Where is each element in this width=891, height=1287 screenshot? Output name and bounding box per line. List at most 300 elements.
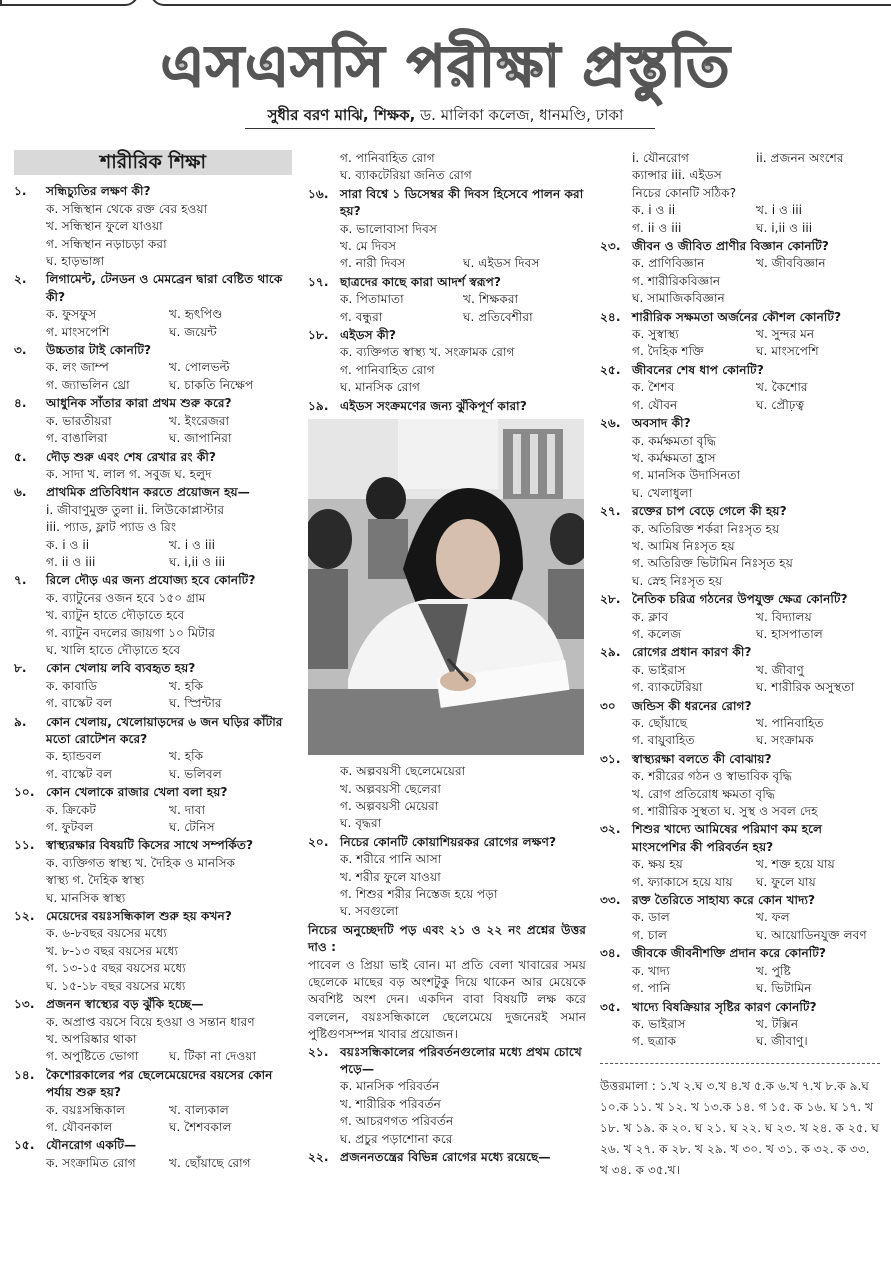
question-number: ১৮. [308, 328, 329, 343]
question-list-col2-bottom [308, 763, 586, 921]
option-text: ক. সন্ধিস্থান থেকে রক্ত বের হওয়া [46, 201, 208, 216]
question-number: ১. [14, 184, 27, 199]
option-row [308, 309, 586, 326]
question-number: ২৫. [600, 362, 621, 377]
option-text: খ. অল্পবয়সী ছেলেরা [340, 781, 441, 796]
question-text [14, 908, 292, 925]
option-text: ঘ. টিকা না দেওয়া [169, 1049, 257, 1064]
option-row [14, 625, 292, 642]
question-prompt: রিলে দৌড় এর জন্য প্রযোজ্য হবে কোনটি? [46, 573, 256, 588]
option-row [600, 609, 880, 626]
question-item [600, 503, 880, 590]
option-text: গ. যৌবনকাল [46, 1119, 113, 1134]
question-number: ২৮. [600, 592, 621, 607]
option-row [308, 903, 586, 920]
option-row [308, 886, 586, 903]
question-number: ১৩. [14, 997, 35, 1012]
option-text: ঘ. আয়োডিনযুক্ত লবণ [756, 927, 867, 942]
question-text [600, 415, 880, 432]
option-text: গ. ব্যাটুন বদলের জায়গা ১০ মিটার [46, 625, 215, 640]
option-text: স্বাস্থ্য গ. দৈহিক স্বাস্থ্য [46, 873, 145, 888]
option-text: ঘ. মাংসপেশি [756, 344, 819, 359]
question-number: ২৪. [600, 309, 621, 324]
question-item [308, 150, 586, 185]
option-text: খ. ফল [756, 910, 790, 925]
option-text: ঘ. হাসপাতাল [756, 626, 823, 641]
option-text: গ. ii ও iii [632, 220, 682, 235]
option-row [308, 1113, 586, 1130]
option-text: ঘ. ১৫-১৮ বছর বয়সের মধ্যে [46, 978, 186, 993]
option-row [600, 786, 880, 803]
option-row [600, 874, 880, 891]
option-text: গ. সন্ধিস্থান নড়াচড়া করা [46, 236, 167, 251]
answer-key: উত্তরমালা : ১.খ ২.ঘ ৩.খ ৪.খ ৫.ক ৬.খ ৭.খ ৮.ক ৯.ঘ ১০.ক ১১. খ ১২. খ ১৩.ক ১৪. গ ১৫. ক ১৬. ঘ ১৭. খ ১৮. খ ১৯. ক ২০. ঘ ২১. ঘ ২২. ঘ ২৩. খ ২৪. ক ২৫. ঘ ২৬. খ ২৭. ক ২৮. খ ২৯. খ ৩০. খ ৩১. ক ৩২. ক ৩৩. খ ৩৪. ক ৩৫.খ। [600, 1063, 880, 1181]
frame-segment-left [0, 0, 139, 6]
option-text: ক. ব্যাটুনের ওজন হবে ১৫০ গ্রাম [46, 590, 206, 605]
option-row [14, 678, 292, 695]
question-text [14, 183, 292, 200]
option-row [600, 573, 880, 590]
option-text: খ. জীবাণু [756, 662, 804, 677]
option-text: খ. পুষ্টি [756, 963, 791, 978]
option-row [600, 679, 880, 696]
option-text: ক. পিতামাতা [340, 292, 404, 307]
option-text: গ. পানিবাহিত রোগ [340, 151, 435, 165]
option-text: খ. কৈশোর [756, 380, 808, 395]
question-prompt: দৌড় শুরু এবং শেষ রেখার রং কী? [46, 449, 216, 464]
option-row [14, 201, 292, 218]
option-text: ঘ. এইডস দিবস [463, 256, 540, 271]
option-text: ঘ. শারীরিক অসুস্থতা [756, 680, 855, 695]
option-text: ক. কর্মক্ষমতা বৃদ্ধি [632, 433, 716, 448]
question-item [14, 271, 292, 341]
option-text: ঘ. জীবাণু। [756, 1034, 808, 1049]
option-row [14, 1102, 292, 1119]
option-row [308, 255, 586, 272]
option-text: ক. ভাইরাস [632, 662, 686, 677]
option-row [14, 519, 292, 536]
passage-text: পাবেল ও প্রিয়া ভাই বোন। মা প্রতি বেলা খাবারের সময় ছেলেকে মাছের বড় অংশটুকু দিয়ে থাকেন আর মেয়েকে অবশিষ্ট অংশ দেন। একদিন বাবা বিষয়টি লক্ষ করে বললেন, বয়ঃসন্ধিকালে ছেলেমেয়ে দুজনেরই সমান পুষ্টিগুণসম্পন্ন খাবার প্রয়োজন। [308, 957, 586, 1042]
option-text: গ. চাল [632, 927, 667, 942]
option-text: ক. ডাল [632, 910, 670, 925]
question-item [14, 572, 292, 659]
option-row [14, 306, 292, 323]
option-row [308, 851, 586, 868]
option-row [600, 856, 880, 873]
question-prompt: রক্তের চাপ বেড়ে গেলে কী হয়? [632, 504, 787, 519]
option-text: ক. ভারতীয়রা [46, 413, 112, 428]
option-row [600, 290, 880, 307]
option-text: গ. ফুটবল [46, 820, 94, 835]
option-text: ঘ. মানসিক স্বাস্থ্য [46, 890, 126, 905]
question-prompt: এইডস কী? [340, 328, 396, 343]
question-prompt: খাদ্যে বিষক্রিয়ার সৃষ্টির কারণ কোনটি? [632, 999, 817, 1014]
page-title: এসএসসি পরীক্ষা প্রস্তুতি [160, 32, 731, 100]
option-text: ঘ. i,ii ও iii [169, 554, 226, 569]
option-row [308, 238, 586, 255]
section-title: শারীরিক শিক্ষা [14, 150, 292, 175]
option-row [600, 485, 880, 502]
question-text [600, 309, 880, 326]
option-text: ঘ. প্রৌঢ়ত্ব [756, 397, 805, 412]
question-item [14, 484, 292, 571]
question-item [14, 395, 292, 447]
top-frame [0, 0, 891, 10]
question-text [308, 1044, 586, 1079]
question-number: ২১. [308, 1044, 329, 1059]
question-prompt: প্রজননতন্ত্রের বিভিন্ন রোগের মধ্যে রয়েছে— [340, 1150, 551, 1165]
question-prompt: জীবন ও জীবিত প্রাণীর বিজ্ঞান কোনটি? [632, 239, 829, 254]
option-text: ক. শৈশব [632, 380, 675, 395]
option-row [308, 869, 586, 886]
passage-heading: নিচের অনুচ্ছেদটি পড় এবং ২১ ও ২২ নং প্রশ্নের উত্তর দাও : [308, 922, 586, 955]
option-text: খ. শক্ত হয়ে যায় [756, 857, 835, 872]
question-item [14, 183, 292, 270]
option-text: ক. খাদ্য [632, 963, 670, 978]
option-row [14, 324, 292, 341]
option-text: গ. যৌবন [632, 397, 678, 412]
question-prompt: প্রজনন স্বাস্থ্যের বড় ঝুঁকি হচ্ছে— [46, 997, 204, 1012]
option-row [600, 326, 880, 343]
option-text: ক. সংক্রামিত রোগ [46, 1155, 136, 1170]
question-number: ৩০ [600, 698, 616, 713]
question-item [600, 362, 880, 414]
option-row [600, 255, 880, 272]
question-prompt: সন্ধিচ্যুতির লক্ষণ কী? [46, 184, 151, 199]
option-text: ক. সাদা খ. লাল গ. সবুজ ঘ. হলুদ [46, 466, 212, 481]
option-text: ঘ. ভলিবল [169, 766, 222, 781]
option-text: ক. শরীরের গঠন ও স্বাভাবিক বৃদ্ধি [632, 769, 792, 784]
question-number: ৫. [14, 449, 27, 464]
question-text [14, 449, 292, 466]
option-text: ঘ. চাকতি নিক্ষেপ [169, 377, 254, 392]
question-number: ২৭. [600, 504, 621, 519]
question-item [14, 996, 292, 1066]
option-text: ক. ভাইরাস [632, 1016, 686, 1031]
option-text: গ. অতিরিক্ত ভিটামিন নিঃসৃত হয় [632, 556, 793, 571]
option-row [308, 798, 586, 815]
option-row [308, 221, 586, 238]
option-text: গ. কলেজ [632, 626, 682, 641]
question-number: ১২. [14, 909, 35, 924]
option-row [14, 748, 292, 765]
option-row [600, 1033, 880, 1050]
option-text: গ. বাঙালিরা [46, 431, 108, 446]
option-row [600, 626, 880, 643]
option-row [308, 150, 586, 167]
question-list-col2-top [308, 150, 586, 415]
column-3 [600, 150, 880, 1181]
question-text [600, 362, 880, 379]
option-row [14, 819, 292, 836]
question-prompt: সারা বিশ্বে ১ ডিসেম্বর কী দিবস হিসেবে পালন করা হয়? [340, 186, 584, 219]
question-item [14, 660, 292, 712]
option-text: খ. i ও iii [756, 203, 803, 218]
question-number: ১৪. [14, 1067, 35, 1082]
option-text: গ. বাস্কেট বল [46, 696, 113, 711]
option-text: ক. ৬-৮বছর বয়সের মধ্যে [46, 926, 167, 941]
question-item [600, 238, 880, 308]
question-prompt: প্রাথমিক প্রতিবিধান করতে প্রয়োজন হয়— [46, 485, 250, 500]
question-number: ২৯. [600, 645, 621, 660]
question-text [600, 591, 880, 608]
byline-rule [245, 128, 655, 129]
option-text: খ. টক্সিন [756, 1016, 799, 1031]
option-row [600, 662, 880, 679]
option-text: ক. মানসিক পরিবর্তন [340, 1079, 440, 1094]
question-prompt: এইডস সংক্রমণের জন্য ঝুঁকিপূর্ণ কারা? [340, 398, 527, 413]
option-text: ঘ. জয়েন্ট [169, 324, 217, 339]
option-row [14, 872, 292, 889]
option-text: ক. বয়ঃসন্ধিকাল [46, 1102, 126, 1117]
question-text [14, 342, 292, 359]
question-item [14, 837, 292, 907]
question-number: ২. [14, 272, 27, 287]
option-text: গ. আচরণগত পরিবর্তন [340, 1114, 454, 1129]
option-text: খ. ছোঁয়াছে রোগ [169, 1155, 251, 1170]
question-text [14, 1137, 292, 1154]
option-row [600, 1016, 880, 1033]
option-text: খ. ইংরেজরা [169, 413, 230, 428]
option-text: খ. পোলভল্ট [169, 360, 230, 375]
question-item [308, 186, 586, 273]
question-prompt: কোন খেলাকে রাজার খেলা বলা হয়? [46, 785, 228, 800]
option-row [600, 379, 880, 396]
question-prompt: ছাত্রদের কাছে কারা আদর্শ স্বরূপ? [340, 274, 501, 289]
question-text [14, 484, 292, 501]
option-text: ঘ. খালি হাতে দৌড়াতে হবে [46, 642, 181, 657]
option-text: ক. কাবাডি [46, 678, 98, 693]
option-text: ক. ক্ষয় হয় [632, 857, 683, 872]
option-text: গ. অল্পবয়সী মেয়েরা [340, 798, 439, 813]
option-row [308, 815, 586, 832]
option-row [14, 253, 292, 270]
option-row [600, 467, 880, 484]
question-number: ১০. [14, 785, 35, 800]
option-text: ঘ. প্রচুর পড়াশোনা করে [340, 1131, 453, 1146]
option-text: ক. অপ্রাপ্ত বয়সে বিয়ে হওয়া ও সন্তান ধারণ [46, 1014, 255, 1029]
option-text: ক. প্রাণিবিজ্ঞান [632, 256, 705, 271]
option-row [600, 220, 880, 237]
option-row [600, 803, 880, 820]
option-row [308, 167, 586, 184]
option-text: গ. নারী দিবস [340, 256, 406, 271]
option-text: গ. শারীরিকবিজ্ঞান [632, 273, 721, 288]
question-item [14, 1067, 292, 1137]
option-text: গ. ছত্রাক [632, 1034, 677, 1049]
exam-photo [308, 419, 584, 755]
question-item [14, 449, 292, 484]
question-item [308, 834, 586, 921]
question-text [14, 1067, 292, 1102]
option-row [14, 377, 292, 394]
option-text: খ. শিক্ষকরা [463, 292, 519, 307]
question-text [14, 395, 292, 412]
option-text: ক. ভালোবাসা দিবস [340, 221, 437, 236]
option-text: ক. ব্যক্তিগত স্বাস্থ্য খ. দৈহিক ও মানসিক [46, 855, 236, 870]
question-item [600, 821, 880, 891]
question-number: ৩৩. [600, 893, 621, 908]
option-text: খ. বিদ্যালয় [756, 609, 812, 624]
question-prompt: শিশুর খাদ্যে আমিষের পরিমাণ কম হলে মাংসপেশির কী পরিবর্তন হয়? [632, 822, 823, 854]
option-text: i. জীবাণুমুক্ত তুলা ii. লিউকোপ্লাস্টার [46, 502, 225, 517]
option-text: গ. শিশুর শরীর নিস্তেজ হয়ে পড়া [340, 886, 498, 901]
option-row [14, 695, 292, 712]
question-list-col3 [600, 150, 880, 1051]
option-text: ক্যান্সার iii. এইডস [632, 168, 722, 183]
option-row [600, 521, 880, 538]
option-row [14, 218, 292, 235]
question-number: ৪. [14, 396, 27, 411]
question-prompt: স্বাস্থ্যরক্ষা বলতে কী বোঝায়? [632, 751, 772, 766]
option-row [14, 590, 292, 607]
option-text: ঘ. খেলাধুলা [632, 485, 693, 500]
option-text: খ. ৮-১৩ বছর বয়সের মধ্যে [46, 943, 179, 958]
question-text [14, 271, 292, 306]
option-text: খ. মে দিবস [340, 239, 397, 254]
option-text: ঘ. শৈশবকাল [169, 1119, 232, 1134]
question-prompt: কৈশোরকালের পর ছেলেমেয়েদের বয়সের কোন পর্যায় শুরু হয়? [46, 1067, 273, 1100]
question-text [600, 238, 880, 255]
option-text: ঘ. সবগুলো [340, 904, 399, 919]
option-text: গ. অপুষ্টিতে ভোগা [46, 1049, 139, 1064]
option-row [600, 538, 880, 555]
question-item [600, 698, 880, 750]
question-item [308, 274, 586, 326]
option-text: নিচের কোনটি সঠিক? [632, 185, 737, 200]
option-row [600, 397, 880, 414]
question-item [14, 908, 292, 995]
option-row [308, 379, 586, 396]
option-text: গ. দৈহিক শক্তি [632, 344, 704, 359]
question-number: ২৬. [600, 416, 621, 431]
option-row [14, 430, 292, 447]
option-row [600, 909, 880, 926]
option-row [308, 1096, 586, 1113]
question-number: ৭. [14, 573, 27, 588]
question-item [600, 309, 880, 361]
option-text: খ. হৃৎপিণ্ড [169, 307, 223, 322]
question-text [600, 821, 880, 856]
question-item [600, 999, 880, 1051]
option-text: গ. বায়ুবাহিত [632, 733, 695, 748]
option-text: ক. i ও ii [632, 203, 676, 218]
question-text [308, 398, 586, 415]
question-text [600, 698, 880, 715]
question-number: ৩১. [600, 751, 621, 766]
option-row [14, 1048, 292, 1065]
option-text: iii. প্যাড, ফ্লাট প্যাড ও রিং [46, 520, 177, 535]
option-row [308, 1131, 586, 1148]
option-row [308, 362, 586, 379]
question-text [600, 892, 880, 909]
option-row [308, 344, 586, 361]
option-row [600, 167, 880, 184]
option-text: খ. i ও iii [169, 537, 216, 552]
question-item [600, 945, 880, 997]
option-row [14, 642, 292, 659]
question-text [14, 784, 292, 801]
question-prompt: জীবনের শেষ ধাপ কোনটি? [632, 362, 764, 377]
option-text: গ. জ্যাভলিন থ্রো [46, 377, 130, 392]
option-row [14, 802, 292, 819]
option-text: খ. বাল্যকাল [169, 1102, 229, 1117]
question-text [308, 1149, 586, 1166]
author-name: সুধীর বরণ মাঝি, শিক্ষক, [267, 106, 416, 124]
question-text [308, 274, 586, 291]
option-row [600, 343, 880, 360]
question-text [308, 834, 586, 851]
question-number: ১৫. [14, 1138, 35, 1153]
question-item [308, 1044, 586, 1148]
option-row [600, 927, 880, 944]
option-row [14, 466, 292, 483]
option-row [600, 450, 880, 467]
option-text: ঘ. ভিটামিন [756, 981, 812, 996]
option-row [14, 960, 292, 977]
question-prompt: রক্ত তৈরিতে সাহায্য করে কোন খাদ্য? [632, 893, 816, 908]
option-text: ক. ক্লাব [632, 609, 669, 624]
option-text: ক. i ও ii [46, 537, 90, 552]
question-number: ১১. [14, 838, 35, 853]
option-row [14, 925, 292, 942]
question-prompt: রোগের প্রধান কারণ কী? [632, 645, 752, 660]
question-number: ১৭. [308, 274, 329, 289]
option-text: খ. সুন্দর মন [756, 327, 815, 342]
question-item [600, 751, 880, 821]
question-text [600, 503, 880, 520]
option-text: ক. শরীরে পানি আসা [340, 852, 442, 867]
question-text [308, 327, 586, 344]
question-item [14, 784, 292, 836]
option-row [600, 273, 880, 290]
question-item [600, 892, 880, 944]
option-text: খ. শারীরিক পরিবর্তন [340, 1096, 441, 1111]
option-row [600, 963, 880, 980]
column-2 [308, 150, 586, 1167]
question-prompt: লিগামেন্ট, টেনডন ও মেমব্রেন দ্বারা বেষ্টিত থাকে কী? [46, 272, 283, 304]
question-number: ২০. [308, 834, 329, 849]
question-item [600, 415, 880, 502]
question-prompt: শারীরিক সক্ষমতা অর্জনের কৌশল কোনটি? [632, 309, 842, 324]
question-item [600, 150, 880, 237]
question-text [600, 644, 880, 661]
option-text: খ. অপরিষ্কার থাকা [46, 1031, 137, 1046]
question-text [14, 714, 292, 749]
option-text: গ. মাংসপেশি [46, 324, 110, 339]
option-text: ঘ. স্নেহ নিঃসৃত হয় [632, 573, 723, 588]
question-item [14, 342, 292, 394]
option-text: ঘ. ফুলে যায় [756, 874, 816, 889]
option-text: গ. পানিবাহিত রোগ [340, 362, 435, 377]
option-row [14, 537, 292, 554]
question-text [14, 572, 292, 589]
option-row [600, 150, 880, 167]
option-text: খ. ব্যাটুন হাতে দৌড়াতে হবে [46, 608, 185, 623]
question-list-col2-end [308, 1044, 586, 1167]
option-text: খ. কর্মক্ষমতা হ্রাস [632, 450, 716, 465]
frame-segment-right [150, 0, 891, 6]
option-text: গ. ১৩-১৫ বছর বয়সের মধ্যে [46, 961, 186, 976]
option-row [14, 855, 292, 872]
question-number: ১৯. [308, 398, 329, 413]
author-institution: ড. মালিকা কলেজ, ধানমণ্ডি, ঢাকা [420, 106, 624, 124]
option-row [14, 236, 292, 253]
option-row [308, 781, 586, 798]
question-prompt: মেয়েদের বয়ঃসন্ধিকাল শুরু হয় কখন? [46, 909, 232, 924]
option-text: গ. পানি [632, 981, 671, 996]
option-row [14, 1155, 292, 1172]
